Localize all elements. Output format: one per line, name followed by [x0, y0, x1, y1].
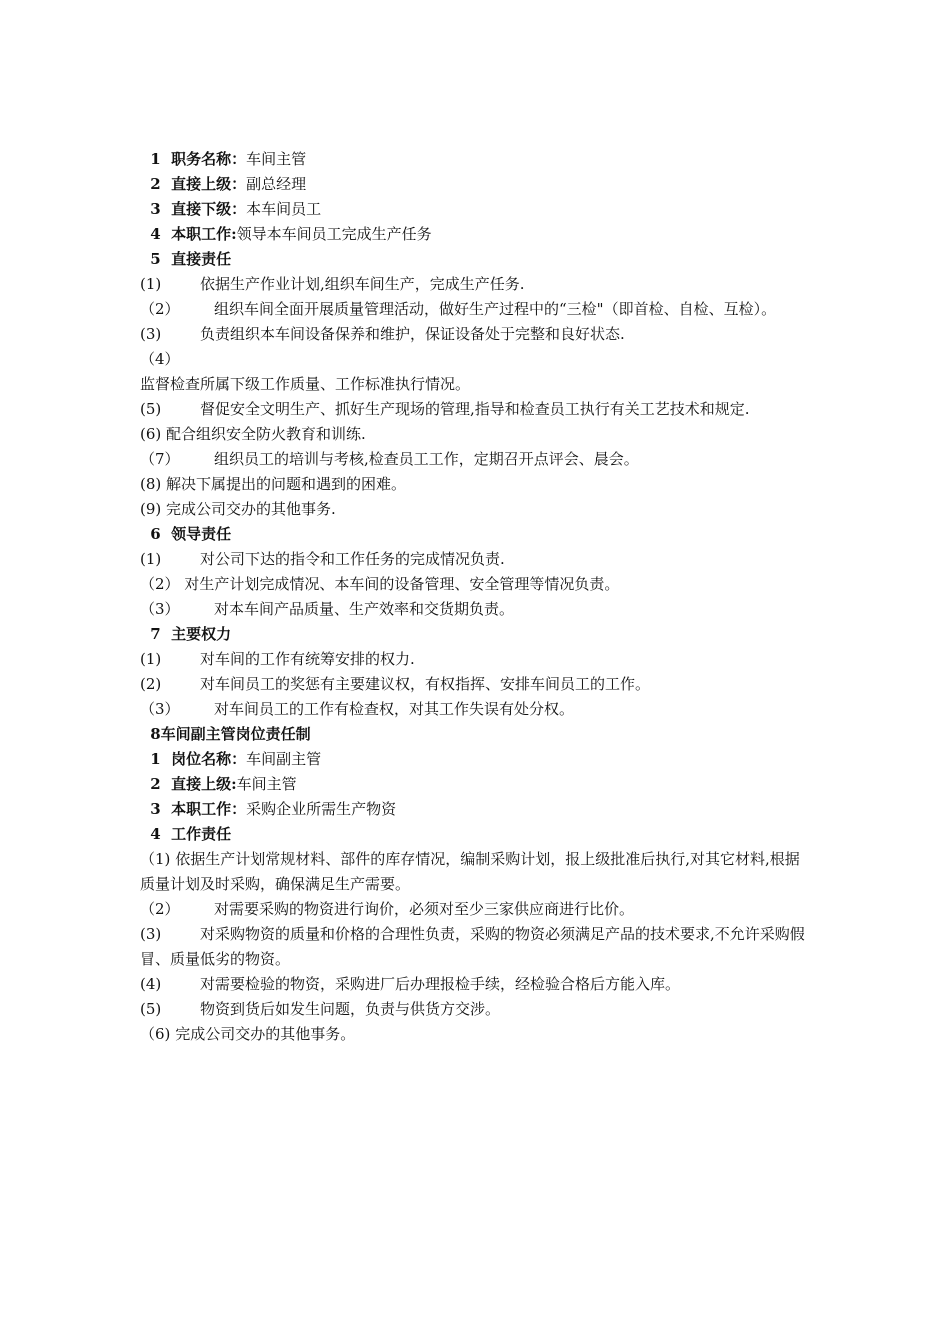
duty-item: （2） 对需要采购的物资进行询价，必须对至少三家供应商进行比价。: [140, 900, 635, 918]
info-line-main-work: [145, 222, 810, 247]
duty-item: (3) 负责组织本车间设备保养和维护，保证设备处于完整和良好状态.: [140, 325, 625, 343]
info-line-subordinate: [145, 197, 810, 222]
field-label: 3 直接下级：: [145, 200, 247, 218]
duty-item: (5) 督促安全文明生产、抓好生产现场的管理,指导和检查员工执行有关工艺技术和规定.: [140, 400, 750, 418]
info-line-position: [145, 747, 810, 772]
field-value: 车间副主管: [246, 750, 322, 768]
section-heading-leadership: 6 领导责任: [145, 525, 232, 543]
duty-item: （3） 对本车间产品质量、生产效率和交货期负责。: [140, 600, 515, 618]
info-line-superior: [145, 172, 810, 197]
duty-item: (1) 依据生产作业计划,组织车间生产，完成生产任务.: [140, 275, 525, 293]
info-line-main-work: [145, 797, 810, 822]
duty-item: （2） 组织车间全面开展质量管理活动，做好生产过程中的“三检"（即首检、自检、互检）。: [140, 300, 777, 318]
duty-item: （4）: [140, 350, 180, 368]
duty-item: (6) 配合组织安全防火教育和训练.: [140, 425, 366, 443]
section-heading-powers: 7 主要权力: [145, 625, 232, 643]
field-value: 车间主管: [236, 775, 297, 793]
section-heading-deputy: 8车间副主管岗位责任制: [145, 725, 311, 743]
field-value: 车间主管: [246, 150, 307, 168]
duty-item: （1) 依据生产计划常规材料、部件的库存情况，编制采购计划，报上级批准后执行,对其它材料,根据质量计划及时采购，确保满足生产需要。: [140, 850, 800, 893]
field-label: 2 直接上级:: [145, 775, 237, 793]
field-label: 5 直接责任: [145, 250, 232, 268]
duty-item: (2) 对车间员工的奖惩有主要建议权，有权指挥、安排车间员工的工作。: [140, 675, 651, 693]
duty-item: (5) 物资到货后如发生问题，负责与供货方交涉。: [140, 1000, 501, 1018]
duty-item: (3) 对采购物资的质量和价格的合理性负责，采购的物资必须满足产品的技术要求,不允许采购假冒、质量低劣的物资。: [140, 925, 805, 968]
field-label: 2 直接上级：: [145, 175, 247, 193]
duty-item: (8) 解决下属提出的问题和遇到的困难。: [140, 475, 407, 493]
duty-item: （7） 组织员工的培训与考核,检查员工工作，定期召开点评会、晨会。: [140, 450, 639, 468]
document-body: [140, 147, 810, 1047]
field-label: 4 工作责任: [145, 825, 232, 843]
field-value: 领导本车间员工完成生产任务: [236, 225, 432, 243]
field-label: 1 岗位名称：: [145, 750, 247, 768]
duty-item: 监督检查所属下级工作质量、工作标准执行情况。: [140, 375, 471, 393]
duty-item: （3） 对车间员工的工作有检查权，对其工作失误有处分权。: [140, 700, 575, 718]
field-label: 4 本职工作:: [145, 225, 237, 243]
section-heading-direct-duties: [145, 247, 810, 272]
duty-item: (1) 对公司下达的指令和工作任务的完成情况负责.: [140, 550, 505, 568]
duty-item: (9) 完成公司交办的其他事务.: [140, 500, 336, 518]
field-value: 采购企业所需生产物资: [246, 800, 397, 818]
section-heading-work-duties: [145, 822, 810, 847]
duty-item: (1) 对车间的工作有统筹安排的权力.: [140, 650, 415, 668]
info-line-job-title: [145, 147, 810, 172]
info-line-superior: [145, 772, 810, 797]
field-label: 3 本职工作：: [145, 800, 247, 818]
field-value: 副总经理: [246, 175, 307, 193]
field-value: 本车间员工: [246, 200, 322, 218]
duty-item: （6) 完成公司交办的其他事务。: [140, 1025, 356, 1043]
duty-item: (4) 对需要检验的物资，采购进厂后办理报检手续，经检验合格后方能入库。: [140, 975, 681, 993]
field-label: 1 职务名称：: [145, 150, 247, 168]
duty-item: （2） 对生产计划完成情况、本车间的设备管理、安全管理等情况负责。: [140, 575, 620, 593]
